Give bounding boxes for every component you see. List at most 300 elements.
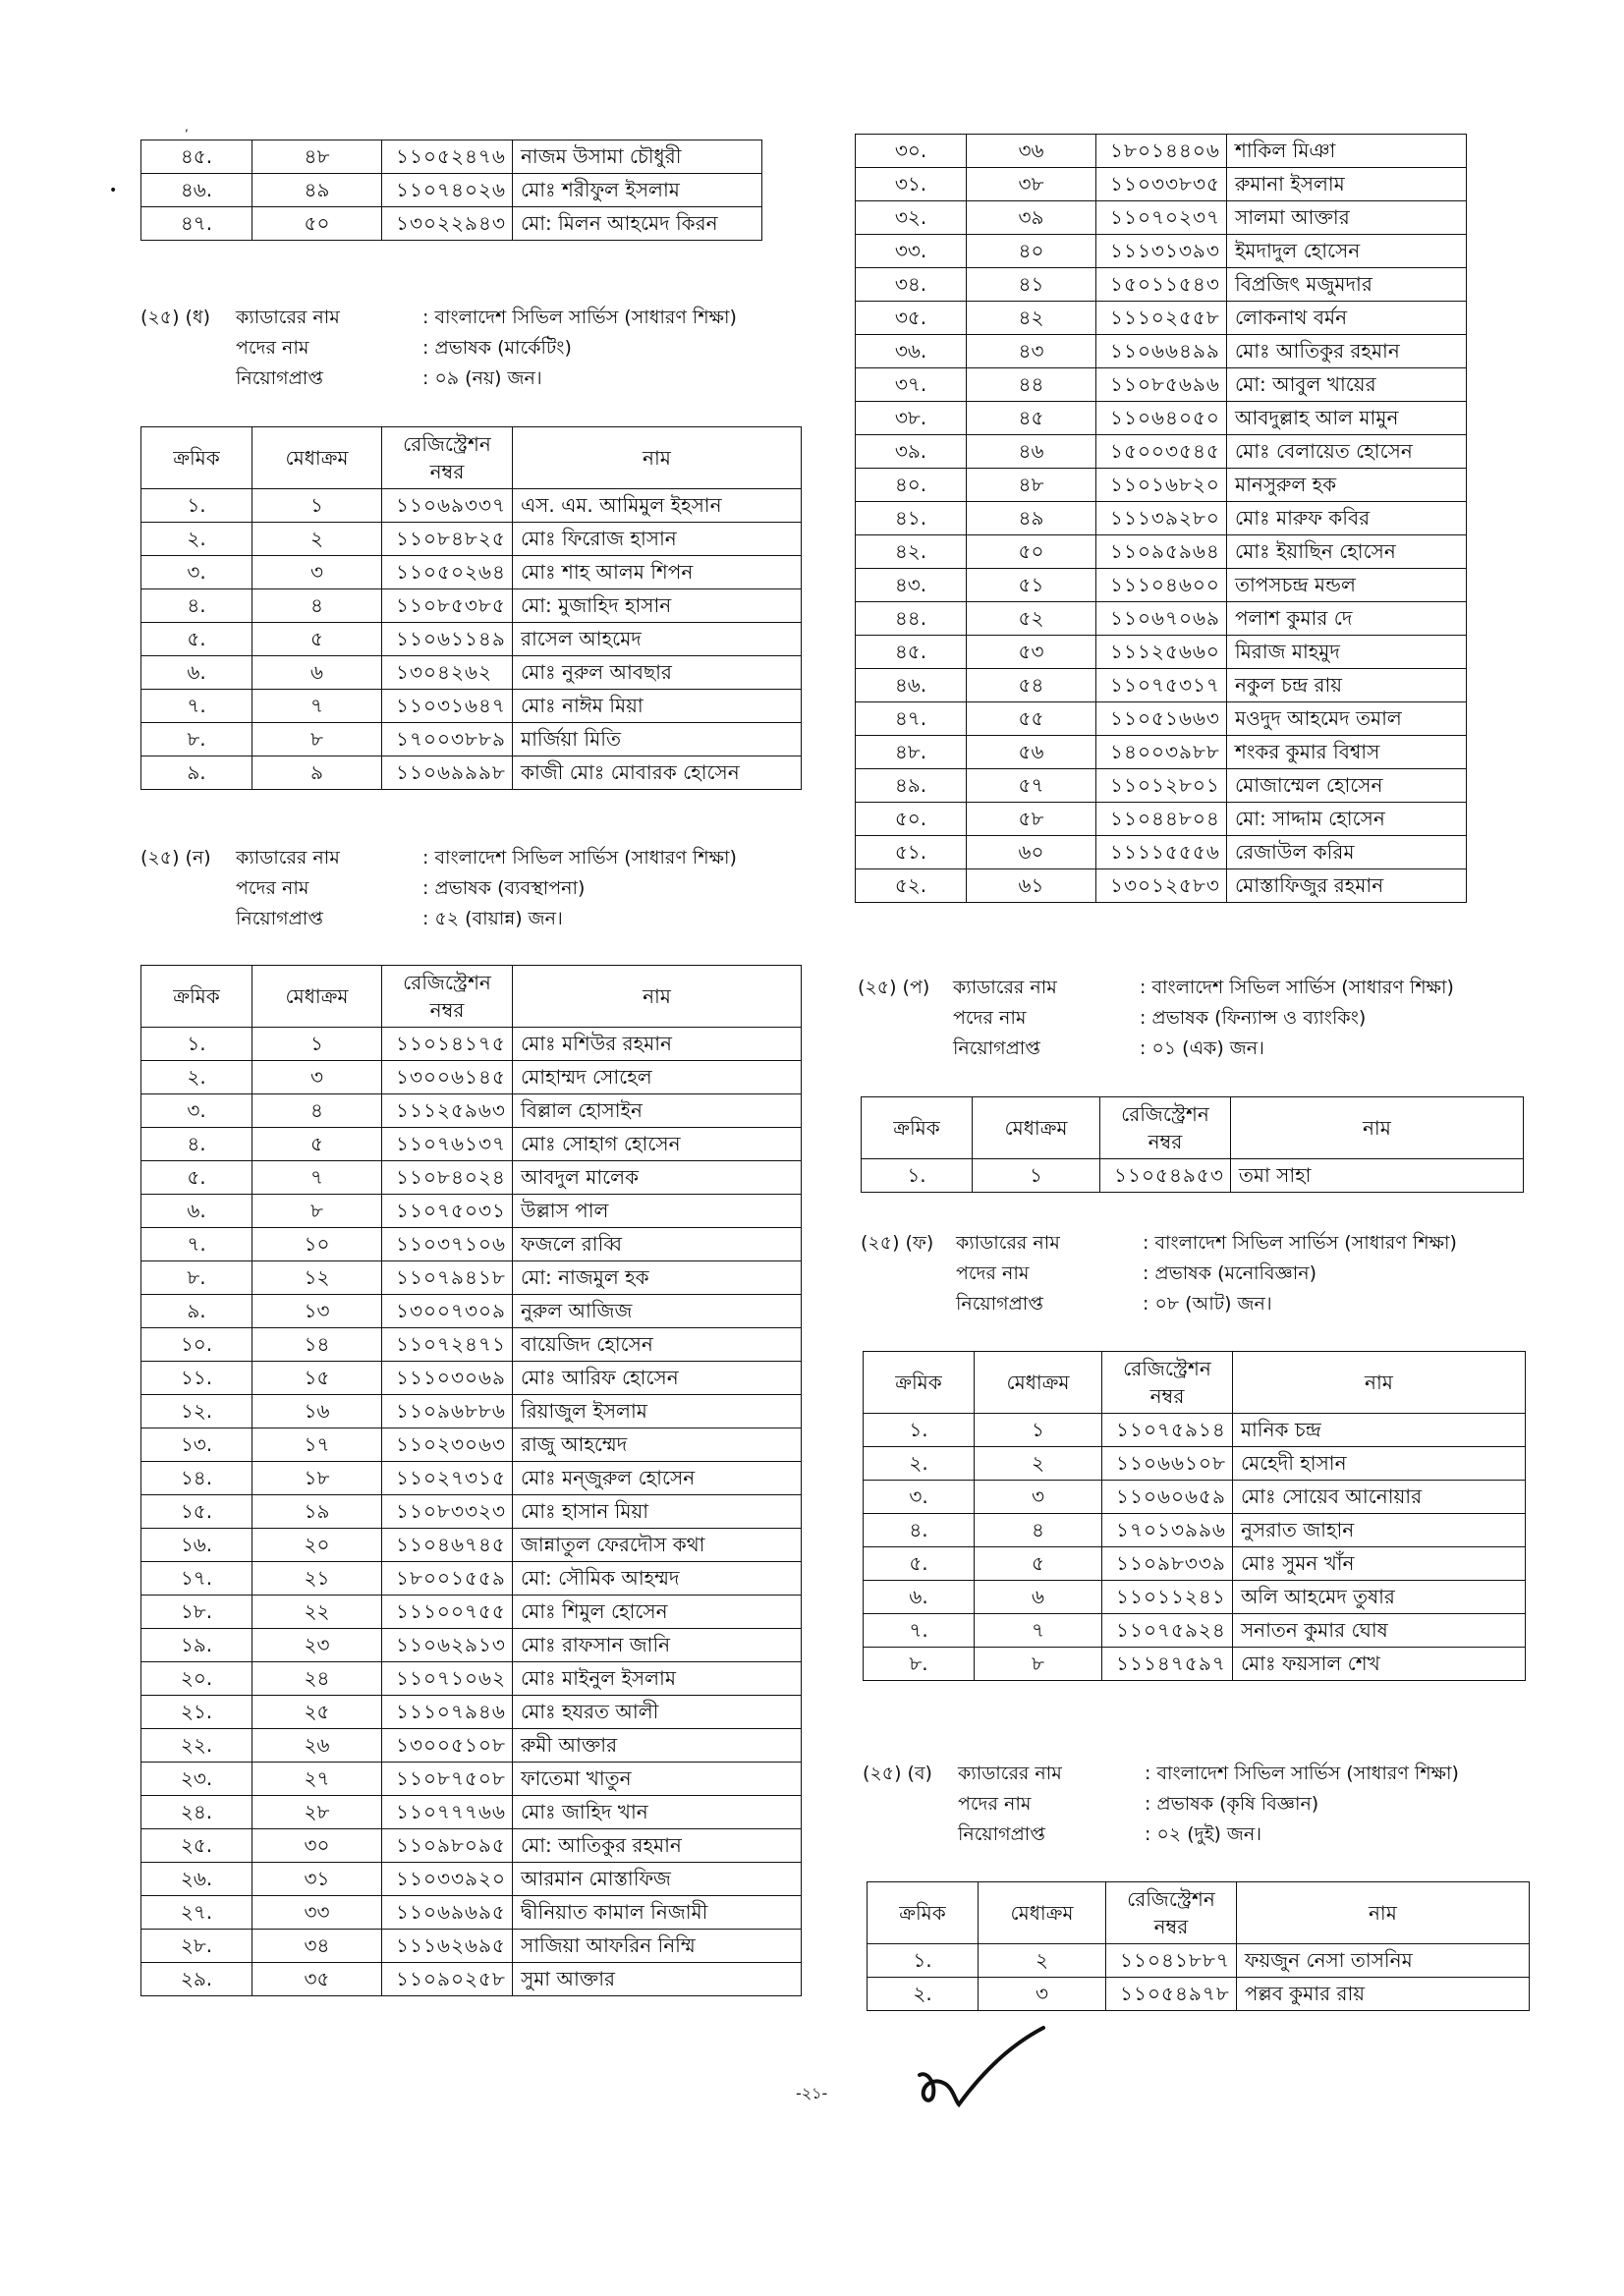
registration-cell: ১১০৯০২৫৮: [382, 1963, 513, 1996]
merit-cell: ৫৮: [967, 803, 1096, 836]
serial-cell: ৩.: [141, 1094, 252, 1128]
registration-cell: ১১০৯৮৩৩৯: [1102, 1547, 1233, 1581]
registration-cell: ১৩০০৭৩০৯: [382, 1295, 513, 1328]
serial-cell: ১.: [141, 1028, 252, 1061]
serial-cell: ৪৭.: [856, 702, 967, 736]
name-cell: মো: নাজমুল হক: [512, 1261, 801, 1295]
merit-cell: ১৯: [252, 1495, 382, 1529]
table-row: [856, 135, 1467, 168]
registration-cell: ১১১৩১৩৯৩: [1096, 235, 1227, 268]
registration-cell: ১১০৪১৮৮৭: [1106, 1944, 1237, 1978]
name-cell: মো: সাদ্দাম হোসেন: [1226, 803, 1466, 836]
registration-cell: ১১০৮৪০২৪: [382, 1161, 513, 1195]
table-row: [864, 1547, 1526, 1581]
registration-cell: ১৩০২২৯৪৩: [382, 207, 513, 241]
table-row: [141, 1562, 802, 1596]
registration-cell: ১৭০১৩৯৯৬: [1102, 1514, 1233, 1547]
merit-cell: ২৪: [252, 1662, 382, 1696]
serial-cell: ২.: [864, 1447, 975, 1481]
name-cell: মোহাম্মদ সোহেল: [512, 1061, 801, 1094]
merit-cell: ৩: [252, 1061, 382, 1094]
serial-cell: ২৩.: [141, 1763, 252, 1796]
serial-cell: ৩.: [864, 1481, 975, 1514]
serial-cell: ২৯.: [141, 1963, 252, 1996]
serial-cell: ৪৮.: [856, 736, 967, 769]
serial-cell: ১৫.: [141, 1495, 252, 1529]
table-row: [141, 140, 762, 174]
table-row: [856, 769, 1467, 803]
registration-cell: ১১০১২৮০১: [1096, 769, 1227, 803]
serial-cell: ৫.: [864, 1547, 975, 1581]
section-dh-info: [140, 303, 737, 394]
registration-cell: ১১০৪৬৭৪৫: [382, 1529, 513, 1562]
registration-cell: ১১০৬১১৪৯: [382, 623, 513, 656]
table-row: [141, 1061, 802, 1094]
table-row: [141, 1930, 802, 1963]
post-label: পদের নাম: [958, 1793, 1032, 1815]
header-registration: রেজিস্ট্রেশন নম্বর: [382, 966, 513, 1028]
signature-mark: [914, 2014, 1051, 2112]
serial-cell: ১০.: [141, 1328, 252, 1362]
name-cell: মোঃ বেলায়েত হোসেন: [1226, 435, 1466, 469]
top-continuation-table-wrap: [140, 140, 762, 241]
table-row: [856, 168, 1467, 201]
merit-cell: ৭: [252, 1161, 382, 1195]
name-cell: পলাশ কুমার দে: [1226, 602, 1466, 636]
serial-cell: ২১.: [141, 1696, 252, 1729]
registration-cell: ১১০৬৬১০৮: [1102, 1447, 1233, 1481]
name-cell: আবদুল্লাহ আল মামুন: [1226, 402, 1466, 435]
merit-cell: ৩: [975, 1481, 1102, 1514]
serial-cell: ৪৬.: [856, 669, 967, 702]
registration-cell: ১১০১৪১৭৫: [382, 1028, 513, 1061]
registration-cell: ১১১০৩০৬৯: [382, 1362, 513, 1395]
name-cell: বিল্লাল হোসাইন: [512, 1094, 801, 1128]
table-row: [141, 1161, 802, 1195]
table-row: [141, 1829, 802, 1863]
registration-cell: ১৩০১২৫৮৩: [1096, 869, 1227, 903]
name-cell: এস. এম. আমিমুল ইহসান: [512, 489, 801, 523]
name-cell: মো: মুজাহিদ হাসান: [512, 589, 801, 623]
registration-cell: ১১০৩১৬৪৭: [382, 690, 513, 723]
merit-cell: ২৩: [252, 1629, 382, 1662]
header-serial: ক্রমিক: [868, 1882, 979, 1944]
table-row: [864, 1481, 1526, 1514]
registration-cell: ১১০৮৫৩৮৫: [382, 589, 513, 623]
merit-cell: ৩৫: [252, 1963, 382, 1996]
name-cell: তমা সাহা: [1230, 1159, 1523, 1193]
cadre-label: ক্যাডারের নাম: [956, 1232, 1060, 1254]
serial-cell: ৭.: [141, 690, 252, 723]
merit-cell: ৪: [252, 589, 382, 623]
merit-cell: ৬: [252, 656, 382, 690]
header-merit: মেধাক্রম: [252, 966, 382, 1028]
table-row: [141, 556, 802, 589]
registration-cell: ১৮০০১৫৫৯: [382, 1562, 513, 1596]
header-merit: মেধাক্রম: [973, 1097, 1100, 1159]
serial-cell: ২৮.: [141, 1930, 252, 1963]
serial-cell: ২৭.: [141, 1896, 252, 1930]
name-cell: রুমানা ইসলাম: [1226, 168, 1466, 201]
name-cell: মানিক চন্দ্র: [1232, 1414, 1525, 1447]
section-dh-table: [140, 426, 802, 790]
registration-cell: ১১০৭২৪৭১: [382, 1328, 513, 1362]
name-cell: মোঃ হযরত আলী: [512, 1696, 801, 1729]
name-cell: রাসেল আহমেদ: [512, 623, 801, 656]
serial-cell: ৪০.: [856, 469, 967, 502]
name-cell: কাজী মোঃ মোবারক হোসেন: [512, 756, 801, 790]
merit-cell: ৬০: [967, 836, 1096, 869]
post-value: : প্রভাষক (মনোবিজ্ঞান): [1143, 1262, 1317, 1284]
serial-cell: ৪৫.: [856, 636, 967, 669]
serial-cell: ৬.: [141, 1195, 252, 1228]
serial-cell: ১৮.: [141, 1596, 252, 1629]
serial-cell: ১২.: [141, 1395, 252, 1428]
name-cell: শংকর কুমার বিশ্বাস: [1226, 736, 1466, 769]
serial-cell: ৪৬.: [141, 174, 252, 207]
name-cell: জান্নাতুল ফেরদৌস কথা: [512, 1529, 801, 1562]
serial-cell: ১১.: [141, 1362, 252, 1395]
serial-cell: ১৬.: [141, 1529, 252, 1562]
merit-cell: ৫২: [967, 602, 1096, 636]
registration-cell: ১১০৫৪৯৭৮: [1106, 1978, 1237, 2011]
merit-cell: ৫৩: [967, 636, 1096, 669]
name-cell: সালমা আক্তার: [1226, 201, 1466, 235]
serial-cell: ৬.: [864, 1581, 975, 1614]
name-cell: মোঃ সুমন খাঁন: [1232, 1547, 1525, 1581]
appointed-value: : ০৮ (আট) জন।: [1143, 1293, 1272, 1315]
name-cell: দ্বীনিয়াত কামাল নিজামী: [512, 1896, 801, 1930]
registration-cell: ১১০৫২৪৭৬: [382, 140, 513, 174]
header-serial: ক্রমিক: [864, 1352, 975, 1414]
merit-cell: ৩৩: [252, 1896, 382, 1930]
table-row: [856, 702, 1467, 736]
serial-cell: ৩৪.: [856, 268, 967, 302]
header-merit: মেধাক্রম: [979, 1882, 1106, 1944]
name-cell: মেহেদী হাসান: [1232, 1447, 1525, 1481]
header-name: নাম: [1236, 1882, 1529, 1944]
serial-cell: ৫২.: [856, 869, 967, 903]
serial-cell: ৩৯.: [856, 435, 967, 469]
table-row: [141, 690, 802, 723]
registration-cell: ১১০৬৬৪৯৯: [1096, 335, 1227, 368]
table-row: [141, 207, 762, 241]
appointed-label: নিয়োগপ্রাপ্ত: [236, 367, 323, 389]
serial-cell: ৫১.: [856, 836, 967, 869]
name-cell: রাজু আহম্মেদ: [512, 1428, 801, 1462]
cadre-label: ক্যাডারের নাম: [236, 847, 340, 868]
registration-cell: ১১০৭৭৭৬৬: [382, 1796, 513, 1829]
table-row: [856, 636, 1467, 669]
table-row: [864, 1648, 1526, 1681]
merit-cell: ৩৬: [967, 135, 1096, 168]
merit-cell: ১০: [252, 1228, 382, 1261]
section-number: (২৫) (ব): [863, 1763, 932, 1784]
merit-cell: ৪৮: [967, 469, 1096, 502]
table-row: [141, 1963, 802, 1996]
registration-cell: ১৮০১৪৪০৬: [1096, 135, 1227, 168]
serial-cell: ৮.: [141, 723, 252, 756]
post-label: পদের নাম: [953, 1007, 1027, 1029]
table-row: [141, 1228, 802, 1261]
name-cell: মোঃ মাইনুল ইসলাম: [512, 1662, 801, 1696]
table-row: [856, 335, 1467, 368]
merit-cell: ২: [252, 523, 382, 556]
name-cell: মোঃ হাসান মিয়া: [512, 1495, 801, 1529]
serial-cell: ৫০.: [856, 803, 967, 836]
registration-cell: ১১০৭৬১৩৭: [382, 1128, 513, 1161]
merit-cell: ১৪: [252, 1328, 382, 1362]
registration-cell: ১১০৭৯৪১৮: [382, 1261, 513, 1295]
post-value: : প্রভাষক (কৃষি বিজ্ঞান): [1145, 1793, 1319, 1815]
serial-cell: ১.: [862, 1159, 973, 1193]
section-p-table: [861, 1096, 1524, 1193]
name-cell: সাজিয়া আফরিন নিম্মি: [512, 1930, 801, 1963]
table-row: [856, 435, 1467, 469]
serial-cell: ৪.: [141, 1128, 252, 1161]
table-row: [864, 1614, 1526, 1648]
section-ph-table: [863, 1351, 1526, 1681]
name-cell: মোঃ সোহাগ হোসেন: [512, 1128, 801, 1161]
serial-cell: ৮.: [864, 1648, 975, 1681]
table-row: [141, 1395, 802, 1428]
serial-cell: ৩০.: [856, 135, 967, 168]
registration-cell: ১১১২৫৯৬৩: [382, 1094, 513, 1128]
table-row: [868, 1944, 1530, 1978]
merit-cell: ৩৯: [967, 201, 1096, 235]
merit-cell: ১৬: [252, 1395, 382, 1428]
registration-cell: ১১০৩৩৮৩৫: [1096, 168, 1227, 201]
section-n-table-left-wrap: [140, 965, 802, 1996]
table-row: [141, 1896, 802, 1930]
merit-cell: ৩৪: [252, 1930, 382, 1963]
table-row: [141, 1763, 802, 1796]
merit-cell: ১: [973, 1159, 1100, 1193]
name-cell: নুসরাত জাহান: [1232, 1514, 1525, 1547]
merit-cell: ৩০: [252, 1829, 382, 1863]
table-row: [856, 669, 1467, 702]
serial-cell: ১৪.: [141, 1462, 252, 1495]
registration-cell: ১১০৬৭০৬৯: [1096, 602, 1227, 636]
table-row: [856, 302, 1467, 335]
name-cell: ফাতেমা খাতুন: [512, 1763, 801, 1796]
merit-cell: ২৭: [252, 1763, 382, 1796]
cadre-value: : বাংলাদেশ সিভিল সার্ভিস (সাধারণ শিক্ষা): [1143, 1232, 1457, 1254]
merit-cell: ৩: [252, 556, 382, 589]
merit-cell: ৬: [975, 1581, 1102, 1614]
serial-cell: ২.: [141, 1061, 252, 1094]
table-row: [141, 1094, 802, 1128]
table-row: [856, 235, 1467, 268]
serial-cell: ৩১.: [856, 168, 967, 201]
merit-cell: ৪০: [967, 235, 1096, 268]
table-row: [141, 489, 802, 523]
name-cell: মো: আতিকুর রহমান: [512, 1829, 801, 1863]
section-n-info: [140, 843, 737, 934]
merit-cell: ৪: [975, 1514, 1102, 1547]
name-cell: মোঃ নুরুল আবছার: [512, 656, 801, 690]
name-cell: মোঃ শাহ আলম শিপন: [512, 556, 801, 589]
serial-cell: ৮.: [141, 1261, 252, 1295]
serial-cell: ৪৭.: [141, 207, 252, 241]
table-row: [141, 1729, 802, 1763]
table-row: [141, 1629, 802, 1662]
section-p-table-wrap: [861, 1096, 1524, 1193]
appointed-value: : ০১ (এক) জন।: [1140, 1037, 1264, 1059]
merit-cell: ৪৯: [252, 174, 382, 207]
table-row: [141, 589, 802, 623]
registration-cell: ১১০৩৭১০৬: [382, 1228, 513, 1261]
serial-cell: ১.: [864, 1414, 975, 1447]
registration-cell: ১১০৭৫৯১৪: [1102, 1414, 1233, 1447]
table-row: [141, 1696, 802, 1729]
cadre-label: ক্যাডারের নাম: [958, 1763, 1062, 1784]
merit-cell: ১৫: [252, 1362, 382, 1395]
table-row: [856, 502, 1467, 535]
registration-cell: ১৭০০৩৮৮৯: [382, 723, 513, 756]
name-cell: মোঃ জাহিদ খান: [512, 1796, 801, 1829]
merit-cell: ৫৫: [967, 702, 1096, 736]
serial-cell: ৩২.: [856, 201, 967, 235]
table-row: [864, 1581, 1526, 1614]
registration-cell: ১১০৭৪০২৬: [382, 174, 513, 207]
registration-cell: ১১০৮৫৬৯৬: [1096, 368, 1227, 402]
merit-cell: ৫৭: [967, 769, 1096, 803]
registration-cell: ১১০৭০২৩৭: [1096, 201, 1227, 235]
table-row: [141, 656, 802, 690]
name-cell: মোঃ আরিফ হোসেন: [512, 1362, 801, 1395]
merit-cell: ২০: [252, 1529, 382, 1562]
serial-cell: ২৪.: [141, 1796, 252, 1829]
post-label: পদের নাম: [236, 337, 309, 359]
appointed-value: : ০২ (দুই) জন।: [1145, 1823, 1262, 1845]
registration-cell: ১১০৯৬৮৮৬: [382, 1395, 513, 1428]
appointed-label: নিয়োগপ্রাপ্ত: [956, 1293, 1043, 1315]
serial-cell: ১৩.: [141, 1428, 252, 1462]
registration-cell: ১৫০০৩৫৪৫: [1096, 435, 1227, 469]
table-row: [856, 368, 1467, 402]
header-name: নাম: [512, 966, 801, 1028]
name-cell: মোঃ মশিউর রহমান: [512, 1028, 801, 1061]
table-row: [141, 1863, 802, 1896]
serial-cell: ৯.: [141, 756, 252, 790]
merit-cell: ১২: [252, 1261, 382, 1295]
merit-cell: ১৭: [252, 1428, 382, 1462]
table-row: [856, 836, 1467, 869]
table-row: [868, 1978, 1530, 2011]
name-cell: আরমান মোস্তাফিজ: [512, 1863, 801, 1896]
registration-cell: ১১০৫১৬৬৩: [1096, 702, 1227, 736]
registration-cell: ১১০৫০২৬৪: [382, 556, 513, 589]
name-cell: মোঃ মারুফ কবির: [1226, 502, 1466, 535]
merit-cell: ৮: [975, 1648, 1102, 1681]
table-header-row: [864, 1352, 1526, 1414]
name-cell: মোজাম্মেল হোসেন: [1226, 769, 1466, 803]
table-header-row: [862, 1097, 1524, 1159]
registration-cell: ১১১৬২৬৯৫: [382, 1930, 513, 1963]
serial-cell: ৪৩.: [856, 569, 967, 602]
header-registration: রেজিস্ট্রেশন নম্বর: [1102, 1352, 1233, 1414]
section-dh-table-wrap: [140, 426, 802, 790]
table-row: [864, 1514, 1526, 1547]
registration-cell: ১১০৬৪০৫০: [1096, 402, 1227, 435]
registration-cell: ১১০৬৯৬৯৫: [382, 1896, 513, 1930]
name-cell: মোঃ ফিরোজ হাসান: [512, 523, 801, 556]
merit-cell: ৩: [979, 1978, 1106, 2011]
serial-cell: ৩৭.: [856, 368, 967, 402]
name-cell: মো: আবুল খায়ের: [1226, 368, 1466, 402]
registration-cell: ১১০৬২৯১৩: [382, 1629, 513, 1662]
name-cell: মওদুদ আহমেদ তমাল: [1226, 702, 1466, 736]
table-row: [856, 803, 1467, 836]
registration-cell: ১১০৪৪৮০৪: [1096, 803, 1227, 836]
merit-cell: ৮: [252, 723, 382, 756]
appointed-value: : ৫২ (বায়ান্ন) জন।: [422, 908, 563, 929]
merit-cell: ৪২: [967, 302, 1096, 335]
serial-cell: ৫.: [141, 623, 252, 656]
table-row: [141, 1529, 802, 1562]
name-cell: রিয়াজুল ইসলাম: [512, 1395, 801, 1428]
post-value: : প্রভাষক (ফিন্যান্স ও ব্যাংকিং): [1140, 1007, 1367, 1029]
registration-cell: ১১০১৬৮২০: [1096, 469, 1227, 502]
registration-cell: ১১০২৩০৬৩: [382, 1428, 513, 1462]
table-row: [856, 469, 1467, 502]
name-cell: মার্জিয়া মিতি: [512, 723, 801, 756]
merit-cell: ১৮: [252, 1462, 382, 1495]
name-cell: উল্লাস পাল: [512, 1195, 801, 1228]
table-row: [141, 1195, 802, 1228]
name-cell: মোঃ শরীফুল ইসলাম: [512, 174, 761, 207]
serial-cell: ৪২.: [856, 535, 967, 569]
serial-cell: ৪৪.: [856, 602, 967, 636]
name-cell: রেজাউল করিম: [1226, 836, 1466, 869]
table-row: [864, 1447, 1526, 1481]
cadre-value: : বাংলাদেশ সিভিল সার্ভিস (সাধারণ শিক্ষা): [1140, 977, 1454, 998]
name-cell: মোঃ রাফসান জানি: [512, 1629, 801, 1662]
name-cell: মোঃ আতিকুর রহমান: [1226, 335, 1466, 368]
section-b-table: [867, 1881, 1530, 2011]
header-serial: ক্রমিক: [862, 1097, 973, 1159]
registration-cell: ১১০১১২৪১: [1102, 1581, 1233, 1614]
name-cell: মোঃ মন্জুরুল হোসেন: [512, 1462, 801, 1495]
serial-cell: ১.: [868, 1944, 979, 1978]
serial-cell: ২.: [868, 1978, 979, 2011]
section-n-table-right-wrap: [855, 134, 1467, 903]
cadre-label: ক্যাডারের নাম: [953, 977, 1057, 998]
post-value: : প্রভাষক (মার্কেটিং): [422, 337, 572, 359]
merit-cell: ৫: [975, 1547, 1102, 1581]
top-continuation-table: [140, 140, 762, 241]
registration-cell: ১১১০৭৯৪৬: [382, 1696, 513, 1729]
merit-cell: ৫১: [967, 569, 1096, 602]
table-row: [856, 402, 1467, 435]
merit-cell: ৭: [975, 1614, 1102, 1648]
section-p-info: [858, 973, 1454, 1064]
table-row: [856, 869, 1467, 903]
serial-cell: ৪৯.: [856, 769, 967, 803]
serial-cell: ৭.: [141, 1228, 252, 1261]
cadre-label: ক্যাডারের নাম: [236, 307, 340, 328]
serial-cell: ৪১.: [856, 502, 967, 535]
registration-cell: ১১০৭৫৯২৪: [1102, 1614, 1233, 1648]
registration-cell: ১১০৯৮০৯৫: [382, 1829, 513, 1863]
serial-cell: ৩.: [141, 556, 252, 589]
serial-cell: ২২.: [141, 1729, 252, 1763]
table-row: [856, 569, 1467, 602]
cadre-value: : বাংলাদেশ সিভিল সার্ভিস (সাধারণ শিক্ষা): [422, 847, 737, 868]
table-row: [856, 201, 1467, 235]
merit-cell: ৪৪: [967, 368, 1096, 402]
